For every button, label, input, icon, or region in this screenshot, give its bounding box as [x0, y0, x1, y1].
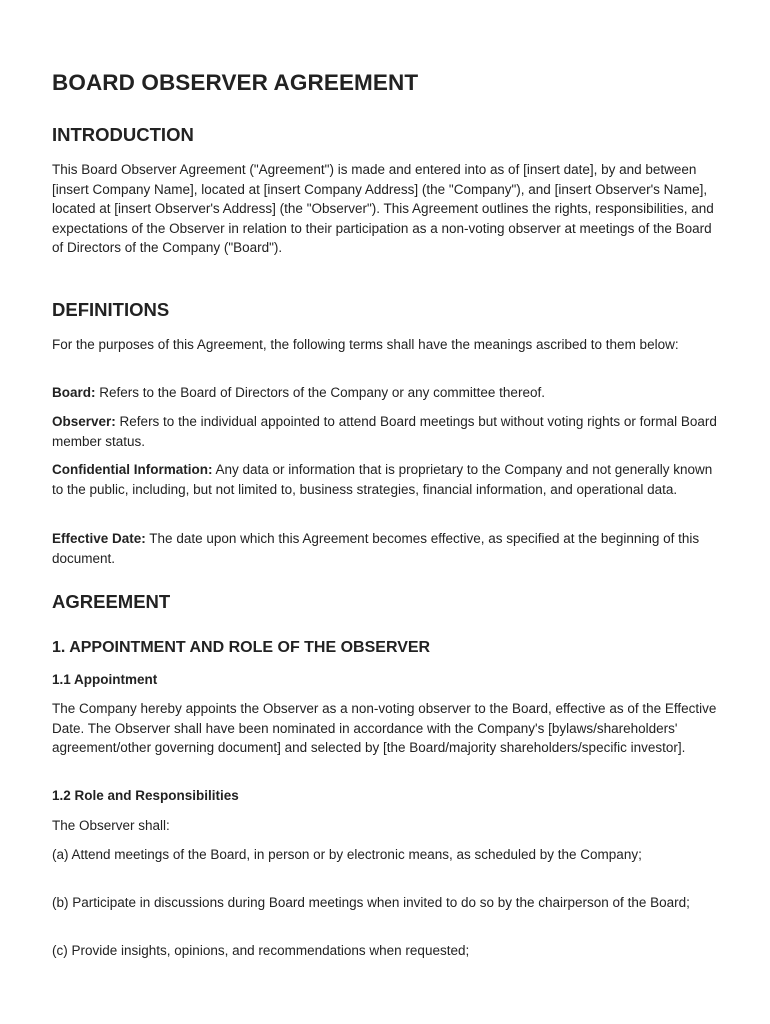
definition-term: Effective Date: — [52, 531, 146, 546]
section-1-2-intro: The Observer shall: — [52, 818, 170, 833]
definition-observer — [52, 412, 718, 451]
definition-term: Confidential Information: — [52, 462, 213, 477]
definition-confidential-information — [52, 460, 718, 499]
section-1-1-paragraph: The Company hereby appoints the Observer as a non-voting observer to the Board, effective as of the Effective Date. The Observer shall have been nominated in accordance with the Company's [bylaws/shareholders' agreement/other governing document] and selected by [the Board/majority shareholders/specific investor]. — [52, 701, 717, 756]
definition-text: Any data or information that is proprietary to the Company and not generally known to the public, including, but not limited to, business strategies, financial information, and operational data. — [52, 462, 713, 497]
list-item: (b) Participate in discussions during Board meetings when invited to do so by the chairperson of the Board; — [52, 895, 690, 910]
definition-text: The date upon which this Agreement becomes effective, as specified at the beginning of this document. — [52, 531, 700, 566]
definitions-intro: For the purposes of this Agreement, the following terms shall have the meanings ascribed to them below: — [52, 337, 679, 352]
introduction-heading: INTRODUCTION — [52, 124, 194, 145]
definition-effective-date — [52, 529, 718, 568]
definition-term: Observer: — [52, 414, 116, 429]
section-1-1-heading: 1.1 Appointment — [52, 672, 158, 687]
definition-text: Refers to the Board of Directors of the Company or any committee thereof. — [95, 385, 545, 400]
definition-text: Refers to the individual appointed to attend Board meetings but without voting rights or formal Board member status. — [52, 414, 717, 449]
definition-term: Board: — [52, 385, 96, 400]
section-1-heading: 1. APPOINTMENT AND ROLE OF THE OBSERVER — [52, 639, 431, 656]
document-title: BOARD OBSERVER AGREEMENT — [52, 70, 419, 95]
section-1-2-heading: 1.2 Role and Responsibilities — [52, 788, 239, 803]
list-item: (c) Provide insights, opinions, and recommendations when requested; — [52, 943, 470, 958]
definitions-heading: DEFINITIONS — [52, 299, 170, 320]
definition-board — [52, 383, 718, 403]
list-item: (a) Attend meetings of the Board, in person or by electronic means, as scheduled by the Company; — [52, 847, 642, 862]
agreement-heading: AGREEMENT — [52, 591, 171, 612]
introduction-paragraph: This Board Observer Agreement ("Agreement") is made and entered into as of [insert date], by and between [insert Company Name], located at [insert Company Address] (the "Company"), and [insert Observer's Name], located at [insert Observer's Address] (the "Observer"). This Agreement outlines the rights, responsibilities, and expectations of the Observer in relation to their participation as a non-voting observer at meetings of the Board of Directors of the Company ("Board"). — [52, 162, 714, 256]
